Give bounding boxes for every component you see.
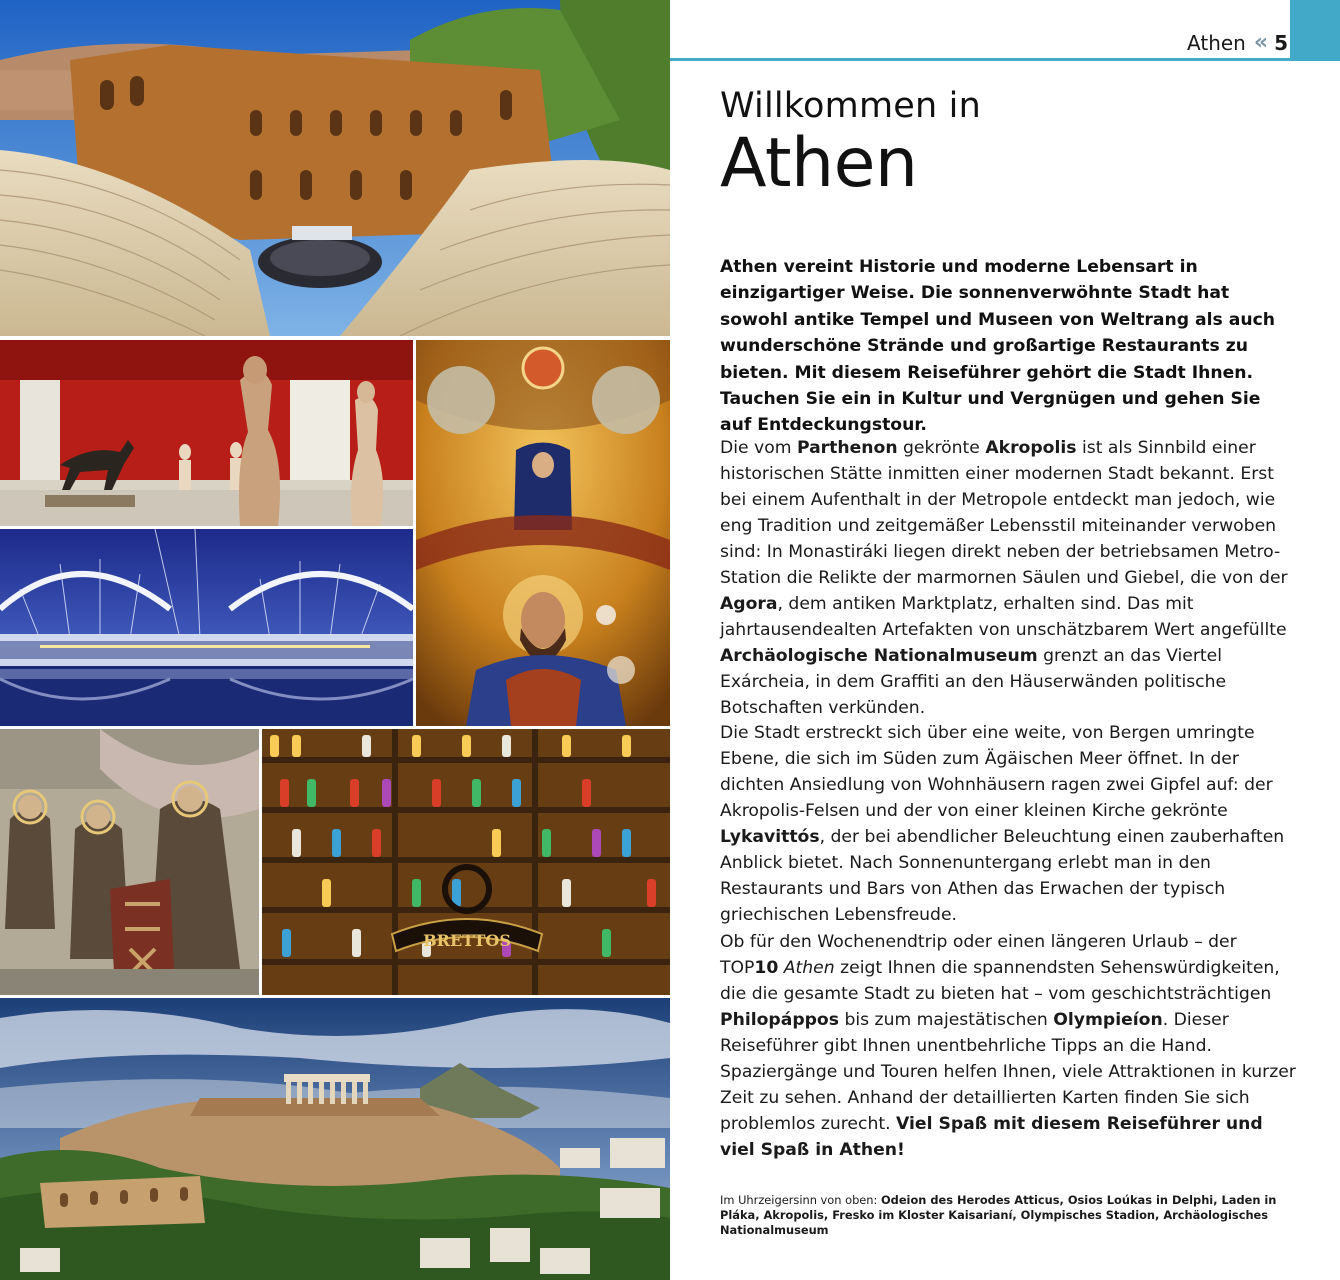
photo-caption: Im Uhrzeigersinn von oben: Odeion des Herodes Atticus, Osios Loúkas in Delphi, Laden in Pláka, Akropolis, Fresko im Kloster Kaisarianí, Olympisches Stadion, Archäologisches Nationalmuseum [720, 1193, 1277, 1237]
running-header [1187, 30, 1288, 55]
chevron-left-icon: « [1253, 30, 1267, 55]
photo-archaeological-museum [0, 340, 413, 526]
closing-line: Viel Spaß mit diesem Reiseführer und viel Spaß in Athen! [720, 1114, 1263, 1160]
highlight-akropolis: Akropolis [985, 438, 1077, 458]
title-welcome: Willkommen in [720, 86, 981, 126]
photo-acropolis [0, 998, 670, 1280]
page-number: 5 [1274, 30, 1288, 55]
page-title: Athen [720, 124, 918, 203]
highlight-philopappos: Philopáppos [720, 1010, 839, 1030]
highlight-nationalmuseum: Archäologische Nationalmuseum [720, 646, 1038, 666]
top10-number: 10 [754, 958, 779, 978]
title-block [720, 86, 1300, 203]
page-tab-marker [1290, 0, 1340, 60]
body-paragraph-2: Die Stadt erstreckt sich über eine weite, von Bergen umringte Ebene, die sich im Süden zum Ägäischen Meer öffnet. In der dichten Ansiedlung von Wohnhäusern ragen zwei Gipfel auf: der Akropolis-Felsen und der von einer kleinen Kirche gekrönte Lykavittós, der bei abendlicher Beleuchtung einen zauberhaften Anblick bietet. Nach Sonnenuntergang erlebt man in den Restaurants und Bars von Athen das Erwachen der typisch griechischen Lebensfreude. [720, 723, 1285, 925]
photo-shop-plaka-brettos [262, 729, 670, 995]
header-rule [670, 58, 1340, 61]
lead-paragraph: Athen vereint Historie und moderne Lebensart in einzigartiger Weise. Die sonnenverwöhnte Stadt hat sowohl antike Tempel und Museen von Weltrang als auch wunderschöne Strände und großartige Restaurants zu bieten. Mit diesem Reiseführer gehört die Stadt Ihnen. Tauchen Sie ein in Kultur und Vergnügen und gehen Sie auf Entdeckungstour. [720, 257, 1275, 436]
highlight-olympieion: Olympieíon [1053, 1010, 1163, 1030]
photo-odeion-herodes-atticus [0, 0, 670, 336]
highlight-agora: Agora [720, 594, 778, 614]
highlight-parthenon: Parthenon [796, 438, 898, 458]
body-paragraph-1: Die vom Parthenon gekrönte Akropolis ist als Sinnbild einer historischen Stätte inmitten einer modernen Stadt bekannt. Erst bei einem Aufenthalt in der Metropole entdeckt man jedoch, wie eng Tradition und zeitgemäßer Lebensstil miteinander verwoben sind: In Monastiráki liegen direkt neben der betriebsamen Metro-Station die Relikte der marmornen Säulen und Giebel, die von der Agora, dem antiken Marktplatz, erhalten sind. Das mit jahrtausendealten Artefakten von unschätzbarem Wert angefüllte Archäologische Nationalmuseum grenzt an das Viertel Exárcheia, in dem Graffiti an den Häuserwänden politische Botschaften verkünden. [720, 438, 1288, 718]
photo-olympic-stadium [0, 529, 413, 726]
photo-osios-loukas-mosaic [416, 340, 670, 726]
section-label: Athen [1187, 30, 1246, 55]
photo-fresco-kaisariani [0, 729, 259, 995]
book-title-athen: Athen [783, 958, 835, 978]
highlight-lykavittos: Lykavittós [720, 827, 820, 847]
shop-sign-text: BRETTOS [423, 931, 511, 950]
body-paragraph-3: Ob für den Wochenendtrip oder einen längeren Urlaub – der TOP10 Athen zeigt Ihnen die spannendsten Sehenswürdigkeiten, die die gesamte Stadt zu bieten hat – vom geschichtsträchtigen Philopáppos bis zum majestätischen Olympieíon. Dieser Reiseführer gibt Ihnen unentbehrliche Tipps an die Hand. Spaziergänge und Touren helfen Ihnen, viele Attraktionen in kurzer Zeit zu sehen. Anhand der detaillierten Karten finden Sie sich problemlos zurecht. Viel Spaß mit diesem Reiseführer und viel Spaß in Athen! [720, 932, 1296, 1160]
caption-list: Odeion des Herodes Atticus, Osios Loúkas in Delphi, Laden in Pláka, Akropolis, Fresko im Kloster Kaisarianí, Olympisches Stadion, Archäologisches Nationalmuseum [720, 1193, 1277, 1237]
